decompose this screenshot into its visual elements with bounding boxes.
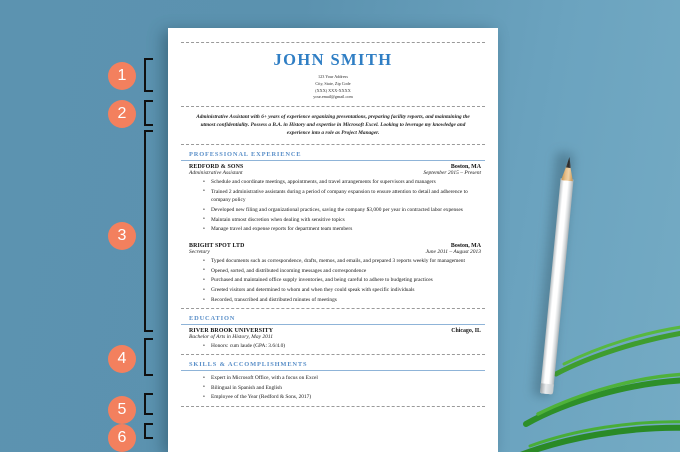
resume-sections — [181, 149, 485, 407]
contact-city: City, State, Zip Code — [315, 80, 351, 86]
entry-location: Boston, MA — [450, 242, 481, 249]
entry-role-row — [189, 170, 481, 176]
entry-organization: BRIGHT SPOT LTD — [189, 242, 245, 249]
marker-2[interactable] — [108, 100, 136, 128]
bullet-item: • Maintain utmost discretion when dealing with sensitive topics — [203, 216, 479, 225]
bullet-item: • Opened, sorted, and distributed incoming messages and correspondence — [203, 267, 479, 276]
marker-6-label: 6 — [117, 429, 127, 446]
bullet-item: • Manage travel and expense reports for department team members — [203, 225, 479, 234]
entry-role-row — [189, 249, 481, 255]
bullet-item: • Schedule and coordinate meetings, appointments, and travel arrangements for supervisors and managers — [203, 178, 479, 187]
marker-5-label: 5 — [117, 401, 127, 418]
bullet-item: • Expert in Microsoft Office, with a focus on Excel — [203, 374, 479, 383]
section-heading: PROFESSIONAL EXPERIENCE — [181, 149, 485, 161]
resume-section — [181, 149, 485, 304]
entry-location: Boston, MA — [450, 163, 481, 170]
entry-bullet-list — [189, 257, 481, 304]
marker-1[interactable] — [108, 62, 136, 90]
entry-role: Bachelor of Arts in History, May 2011 — [189, 333, 273, 340]
contact-phone: (XXX) XXX-XXXX — [315, 87, 351, 93]
spacer — [181, 235, 485, 243]
entry-bullet-list — [189, 342, 481, 351]
entry-role: Secretary — [189, 248, 210, 255]
divider-summary-top — [181, 106, 485, 107]
marker-1-label: 1 — [117, 67, 127, 84]
bracket-2 — [144, 100, 153, 126]
resume-entry — [181, 328, 485, 351]
entry-bullet-list — [189, 178, 481, 234]
resume-entry — [181, 243, 485, 304]
bracket-5 — [144, 393, 153, 415]
entry-role: Administrative Assistant — [189, 169, 243, 176]
bullet-item: • Trained 2 administrative assistants during a period of company expansion to ensure attention to detail and adherence to company policy — [203, 188, 479, 205]
resume-section — [181, 313, 485, 350]
divider-summary-bottom — [181, 144, 485, 145]
contact-block — [181, 74, 485, 101]
contact-address: 123 Your Address — [318, 74, 348, 79]
bracket-6 — [144, 423, 153, 439]
divider-top — [181, 42, 485, 43]
section-divider — [181, 406, 485, 407]
marker-4[interactable] — [108, 345, 136, 373]
entry-dates: June 2011 – August 2013 — [425, 248, 481, 255]
resume-section — [181, 359, 485, 401]
bracket-4 — [144, 338, 153, 376]
entry-dates: September 2015 – Present — [423, 169, 481, 176]
bullet-item: • Recorded, transcribed and distributed minutes of meetings — [203, 296, 479, 305]
section-heading: SKILLS & ACCOMPLISHMENTS — [181, 359, 485, 371]
marker-4-label: 4 — [117, 350, 127, 367]
marker-3[interactable] — [108, 222, 136, 250]
resume-entry — [181, 164, 485, 234]
marker-5[interactable] — [108, 396, 136, 424]
bullet-item: • Honors: cum laude (GPA: 3.6/4.0) — [203, 342, 479, 351]
entry-organization: RIVER BROOK UNIVERSITY — [189, 327, 274, 334]
entry-organization: REDFORD & SONS — [189, 163, 244, 170]
section-heading: EDUCATION — [181, 313, 485, 325]
contact-email: your.email@gmail.com — [313, 94, 353, 100]
section-divider — [181, 308, 485, 309]
bullet-item: • Purchased and maintained office supply inventories, and being careful to adhere to budgeting practices — [203, 276, 479, 285]
summary-paragraph: Administrative Assistant with 6+ years of experience organizing presentations, preparing facility reports, and maintaining the utmost confidentiality. Possess a B.A. in History and expertise in Microsoft Excel. Looking to leverage my knowledge and experience into a role as Project Manager. — [196, 114, 470, 137]
bracket-1 — [144, 58, 153, 92]
bullet-item: • Employee of the Year (Redford & Sons, 2017) — [203, 393, 479, 402]
bracket-3 — [144, 130, 153, 332]
marker-2-label: 2 — [117, 105, 127, 122]
resume-entry — [181, 374, 485, 402]
marker-6[interactable] — [108, 424, 136, 452]
bullet-item: • Bilingual in Spanish and English — [203, 384, 479, 393]
entry-location: Chicago, IL — [451, 327, 481, 334]
bullet-item: • Typed documents such as correspondence, drafts, memos, and emails, and prepared 3 reports weekly for management — [203, 257, 479, 266]
bullet-item: • Developed new filing and organizational practices, saving the company $3,000 per year in contracted labor expenses — [203, 206, 479, 215]
bullet-item: • Greeted visitors and determined to whom and when they could speak with specific individuals — [203, 286, 479, 295]
page-title: JOHN SMITH — [273, 50, 393, 69]
entry-bullet-list — [189, 374, 481, 402]
entry-role-row — [189, 334, 481, 340]
section-divider — [181, 354, 485, 355]
resume-document[interactable] — [168, 28, 498, 452]
marker-3-label: 3 — [117, 227, 127, 244]
